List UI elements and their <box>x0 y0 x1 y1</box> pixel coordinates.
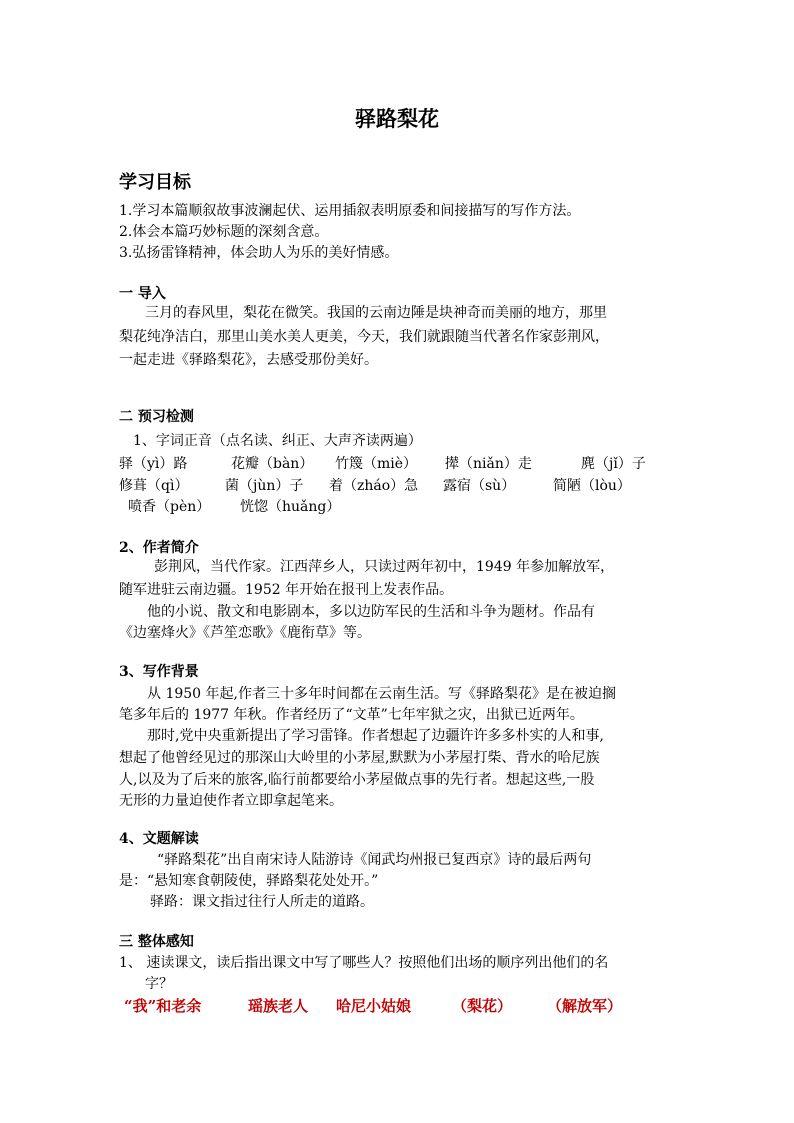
preview-subheading: 1、字词正音（点名读、纠正、大声齐读两遍） <box>133 433 422 449</box>
objective-item: 3.弘扬雷锋精神，体会助人为乐的美好情感。 <box>119 245 399 261</box>
background-line: 笔多年后的 1977 年秋。作者经历了“文革”七年牢狱之灾，出狱已近两年。 <box>119 707 584 723</box>
pinyin-item: 驿（yì）路 <box>119 456 188 472</box>
title-reading-line: 是：“悬知寒食朝陵使，驿路梨花处处开。” <box>119 873 379 889</box>
title-reading-line: 驿路：课文指过往行人所走的道路。 <box>150 894 374 910</box>
author-line: 随军进驻云南边疆。1952 年开始在报刊上发表作品。 <box>119 582 454 598</box>
background-line: 人,以及为了后来的旅客,临行前都要给小茅屋做点事的先行者。想起这些,一股 <box>119 772 595 788</box>
objectives-heading: 学习目标 <box>119 172 191 193</box>
author-line: 彭荆风，当代作家。江西萍乡人，只读过两年初中，1949 年参加解放军， <box>154 559 615 575</box>
intro-line: 三月的春风里，梨花在微笑。我国的云南边陲是块神奇而美丽的地方，那里 <box>145 305 607 321</box>
intro-heading: 一 导入 <box>119 286 166 302</box>
background-line: 那时,党中央重新提出了学习雷锋。作者想起了边疆许许多多朴实的人和事, <box>147 728 604 744</box>
overall-heading: 三 整体感知 <box>119 934 194 950</box>
background-line: 无形的力量迫使作者立即拿起笔来。 <box>119 793 343 809</box>
pinyin-item: 花瓣（bàn） <box>231 456 314 472</box>
pinyin-item: 麂（jǐ）子 <box>581 456 646 472</box>
answer-item: （解放军） <box>547 997 623 1015</box>
overall-question: 1、 速读课文，读后指出课文中写了哪些人？按照他们出场的顺序列出他们的名 <box>119 955 609 971</box>
pinyin-item: 竹篾（miè） <box>335 456 418 472</box>
pinyin-item: 简陋（lòu） <box>553 478 631 494</box>
intro-line: 梨花纯净洁白，那里山美水美人更美，今天，我们就跟随当代著名作家彭荆风， <box>119 329 609 345</box>
pinyin-item: 修葺（qì） <box>119 478 189 494</box>
answer-item: 瑶族老人 <box>248 997 309 1015</box>
author-line: 他的小说、散文和电影剧本，多以边防军民的生活和斗争为题材。作品有 <box>147 604 595 620</box>
answer-item: “我”和老余 <box>124 997 202 1015</box>
pinyin-item: 撵（niǎn）走 <box>445 456 532 472</box>
pinyin-item: 恍惚（huǎng） <box>240 499 341 515</box>
title-reading-heading: 4、文题解读 <box>119 831 199 847</box>
background-line: 想起了他曾经见过的那深山大岭里的小茅屋,默默为小茅屋打柴、背水的哈尼族 <box>119 750 600 766</box>
pinyin-item: 着（zháo）急 <box>329 478 419 494</box>
background-line: 从 1950 年起,作者三十多年时间都在云南生活。写《驿路梨花》是在被迫搁 <box>147 686 616 702</box>
pinyin-row <box>119 477 631 495</box>
overall-question: 字？ <box>145 976 173 992</box>
preview-heading: 二 预习检测 <box>119 409 194 425</box>
objective-item: 2.体会本篇巧妙标题的深刻含意。 <box>119 224 329 240</box>
author-heading: 2、作者简介 <box>119 540 199 556</box>
title-reading-line: “驿路梨花”出自南宋诗人陆游诗《闻武均州报已复西京》诗的最后两句 <box>157 852 592 868</box>
pinyin-row <box>128 498 340 516</box>
pinyin-item: 露宿（sù） <box>443 478 516 494</box>
author-line: 《边塞烽火》《芦笙恋歌》《鹿衔草》等。 <box>119 625 371 641</box>
answer-item: 哈尼小姑娘 <box>336 997 412 1015</box>
answer-item: （梨花） <box>452 997 513 1015</box>
intro-line: 一起走进《驿路梨花》，去感受那份美好。 <box>119 352 378 368</box>
objective-item: 1.学习本篇顺叙故事波澜起伏、运用插叙表明原委和间接描写的写作方法。 <box>119 203 581 219</box>
pinyin-item: 菌（jùn）子 <box>225 478 304 494</box>
pinyin-item: 喷香（pèn） <box>128 499 211 515</box>
pinyin-row <box>119 455 646 473</box>
background-heading: 3、写作背景 <box>119 664 199 680</box>
page-title: 驿路梨花 <box>355 106 439 131</box>
